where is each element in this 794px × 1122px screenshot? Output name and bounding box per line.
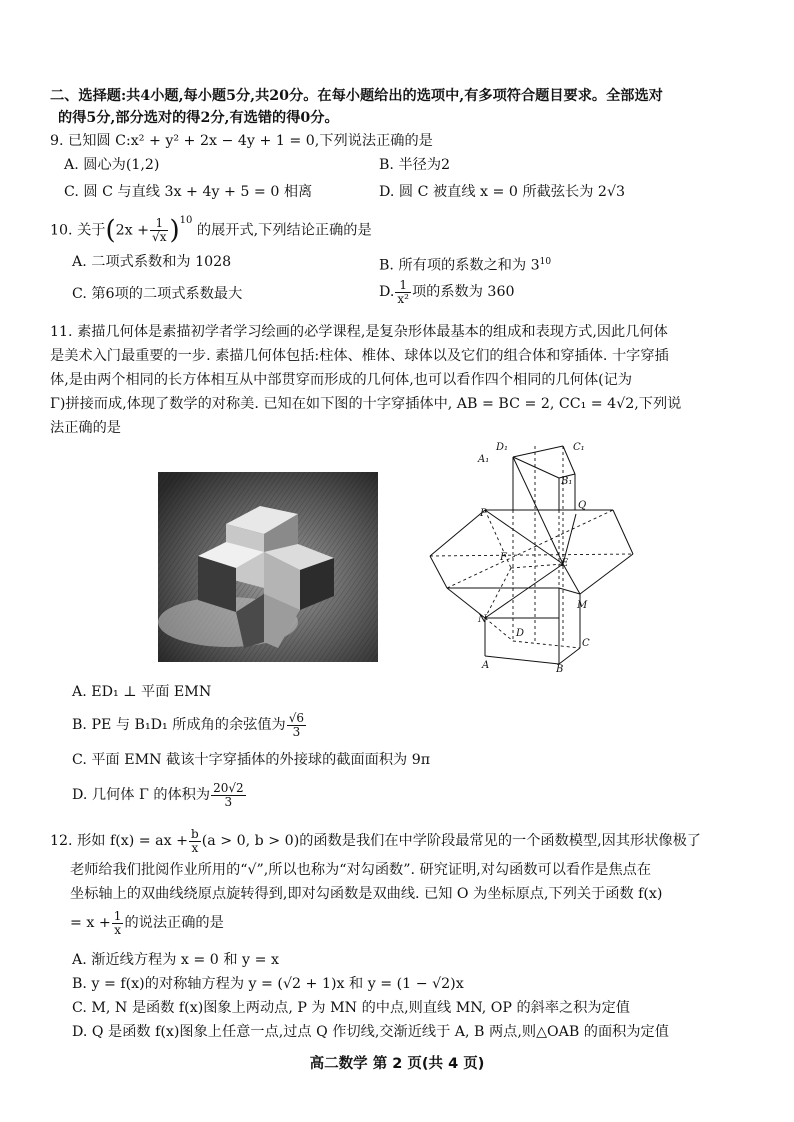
q12-option-d: D. Q 是函数 f(x)图象上任意一点,过点 Q 作切线,交渐近线于 A, B 两点,则△OAB 的面积为定值: [72, 1024, 669, 1040]
q12-line-4-prefix: = x +: [70, 915, 111, 931]
q11-option-b: [72, 710, 307, 740]
q12-l1-num: b: [191, 826, 199, 841]
label-f: F: [500, 552, 507, 563]
page-footer: 高二数学 第 2 页(共 4 页): [309, 1056, 485, 1072]
q10-option-d: [379, 277, 515, 307]
label-c1: C₁: [573, 442, 585, 453]
q10-option-b-text: B. 所有项的系数之和为 3: [379, 257, 540, 274]
q10-stem: 10. 关于(2x + $\frac{1}{√x}$ )$^{10}$ 的展开式,下列结论正确的是: [50, 215, 372, 246]
q11-line-3: 体,是由两个相同的长方体相互从中部贯穿而形成的几何体,也可以看作四个相同的几何体(记为: [50, 372, 633, 388]
q11-b-den: 3: [292, 724, 301, 739]
q9-option-c: C. 圆 C 与直线 3x + 4y + 5 = 0 相离: [64, 184, 313, 200]
label-d1: D₁: [496, 442, 509, 453]
q10-num: 10. 关于: [50, 222, 106, 239]
section-title-cont: 的得5分,部分选对的得2分,有选错的得0分。: [58, 110, 339, 126]
sketch-photo: [158, 472, 378, 662]
q10-d-num: 1: [395, 279, 411, 293]
q12-option-c: C. M, N 是函数 f(x)图象上两动点, P 为 MN 的中点,则直线 MN, OP 的斜率之积为定值: [72, 1000, 630, 1016]
q12-line-4-tail: 的说法正确的是: [124, 915, 224, 931]
q11-line-2: 是美术入门最重要的一步. 素描几何体包括:柱体、椎体、球体以及它们的组合体和穿插体. 十字穿插: [50, 348, 669, 364]
q9-option-a: A. 圆心为(1,2): [64, 157, 160, 173]
label-a1: A₁: [478, 454, 490, 465]
q9-stem: 9. 已知圆 C:x² + y² + 2x − 4y + 1 = 0,下列说法正确的是: [50, 133, 433, 149]
q11-b-num: √6: [288, 710, 305, 725]
q11-option-d: [72, 780, 247, 810]
q11-d-den: 3: [224, 794, 233, 809]
q11-option-d-text: D. 几何体 Γ 的体积为: [72, 787, 211, 803]
q11-line-4: Γ)拼接而成,体现了数学的对称美. 已知在如下图的十字穿插体中, AB = BC = 2, CC₁ = 4√2,下列说: [50, 396, 682, 412]
q9-option-d: D. 圆 C 被直线 x = 0 所截弦长为 2√3: [379, 184, 626, 200]
q10-option-a: A. 二项式系数和为 1028: [72, 254, 232, 270]
q12-line-2: 老师给我们批阅作业所用的“√”,所以也称为“对勾函数”. 研究证明,对勾函数可以看作是焦点在: [70, 862, 652, 878]
q10-frac-num: 1: [150, 217, 168, 231]
q12-line-1-prefix: 12. 形如 f(x) = ax +: [50, 833, 189, 849]
q10-exp: 10: [179, 215, 193, 226]
q11-d-num: 20√2: [213, 780, 244, 795]
q10-option-b-exp: 10: [539, 257, 552, 267]
label-b: B: [556, 664, 564, 672]
cross-solid-diagram: [418, 436, 648, 672]
q12-line-1-tail: (a > 0, b > 0)的函数是我们在中学阶段最常见的一个函数模型,因其形状像极了: [201, 833, 701, 849]
q10-option-b: [379, 252, 551, 276]
q12-line-1: [50, 826, 701, 856]
q12-line-3: 坐标轴上的双曲线绕原点旋转得到,即对勾函数是双曲线. 已知 O 为坐标原点,下列关于函数 f(x): [70, 886, 663, 902]
q9-option-b: B. 半径为2: [379, 157, 451, 173]
label-c: C: [582, 638, 590, 649]
q12-l1-den: x: [191, 840, 199, 855]
q12-l4-num: 1: [113, 908, 122, 923]
label-q: Q: [578, 500, 587, 511]
q10-option-d-prefix: D.: [379, 284, 395, 300]
q11-option-a: A. ED₁ ⊥ 平面 EMN: [72, 684, 212, 700]
label-p: P: [480, 508, 487, 519]
q10-frac-den: √x: [152, 230, 167, 245]
label-n: N: [478, 614, 487, 625]
q12-option-b: B. y = f(x)的对称轴方程为 y = (√2 + 1)x 和 y = (1 − √2)x: [72, 976, 464, 992]
q10-option-d-tail: 项的系数为 360: [411, 284, 515, 300]
section-title: 二、选择题:共4小题,每小题5分,共20分。在每小题给出的选项中,有多项符合题目要求。全部选对: [50, 88, 663, 104]
label-e: E: [561, 558, 569, 569]
label-d: D: [516, 628, 525, 639]
label-a: A: [482, 660, 490, 671]
label-m: M: [577, 600, 588, 611]
q10-stem-tail: 的展开式,下列结论正确的是: [196, 222, 372, 239]
q11-line-5: 法正确的是: [50, 420, 121, 436]
q10-option-c: C. 第6项的二项式系数最大: [72, 286, 243, 302]
q11-line-1: 11. 素描几何体是素描初学者学习绘画的必学课程,是复杂形体最基本的组成和表现方式,因此几何体: [50, 324, 668, 340]
q12-option-a: A. 渐近线方程为 x = 0 和 y = x: [72, 952, 279, 968]
q12-l4-den: x: [114, 922, 121, 937]
q11-option-c: C. 平面 EMN 截该十字穿插体的外接球的截面面积为 9π: [72, 752, 431, 768]
q10-d-den: x²: [397, 291, 409, 306]
label-b1: B₁: [561, 476, 573, 487]
q12-line-4: [70, 908, 224, 938]
q11-option-b-text: B. PE 与 B₁D₁ 所成角的余弦值为: [72, 717, 286, 733]
q10-base: 2x +: [115, 222, 150, 239]
